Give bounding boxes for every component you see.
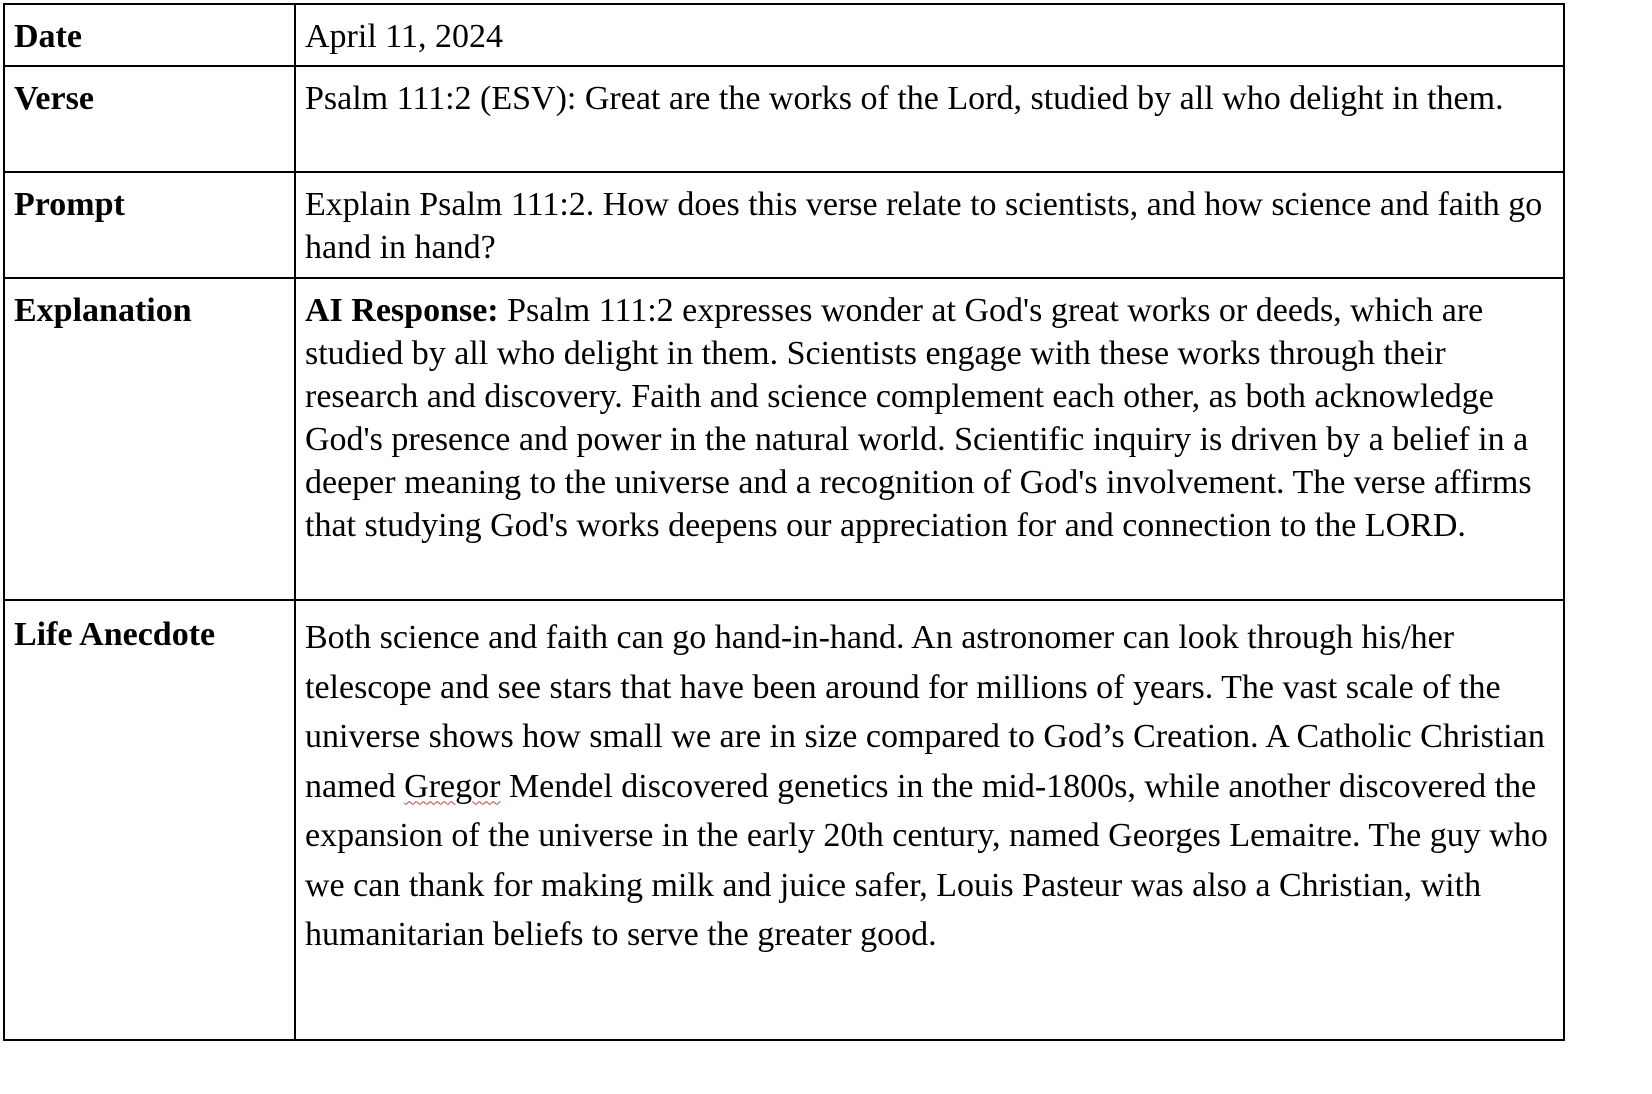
explanation-label: Explanation [4, 278, 295, 600]
explanation-cell [295, 278, 1564, 600]
date-value: April 11, 2024 [295, 4, 1564, 66]
prompt-label: Prompt [4, 172, 295, 278]
spellcheck-flagged-word[interactable]: Gregor [404, 767, 501, 805]
prompt-value: Explain Psalm 111:2. How does this verse relate to scientists, and how science and faith go hand in hand? [295, 172, 1564, 278]
date-label: Date [4, 4, 295, 66]
verse-label: Verse [4, 66, 295, 172]
ai-response-lead: AI Response: [305, 292, 499, 329]
anecdote-text-after: Mendel discovered genetics in the mid-1800s, while another discovered the expansion of the universe in the early 20th century, named Georges Lemaitre. The guy who we can thank for making milk and juice safer, Louis Pasteur was also a Christian, with humanitarian beliefs to serve the greater good. [305, 767, 1548, 953]
life-anecdote-label: Life Anecdote [4, 600, 295, 1040]
table-row-verse [4, 66, 1564, 172]
life-anecdote-cell [295, 600, 1564, 1040]
verse-value: Psalm 111:2 (ESV): Great are the works of the Lord, studied by all who delight in them. [295, 66, 1564, 172]
devotional-table [3, 3, 1565, 1041]
anecdote-text-before: Both science and faith can go hand-in-hand. An astronomer can look through his/her telescope and see stars that have been around for millions of years. The vast scale of the universe shows how small we are in size compared to God’s Creation. A Catholic Christian named [305, 619, 1545, 805]
explanation-text: Psalm 111:2 expresses wonder at God's great works or deeds, which are studied by all who delight in them. Scientists engage with these works through their research and discovery. Faith and science complement each other, as both acknowledge God's presence and power in the natural world. Scientific inquiry is driven by a belief in a deeper meaning to the universe and a recognition of God's involvement. The verse affirms that studying God's works deepens our appreciation for and connection to the LORD. [305, 292, 1532, 544]
table-row-life-anecdote [4, 600, 1564, 1040]
table-row-explanation [4, 278, 1564, 600]
table-row-prompt [4, 172, 1564, 278]
table-row-date [4, 4, 1564, 66]
